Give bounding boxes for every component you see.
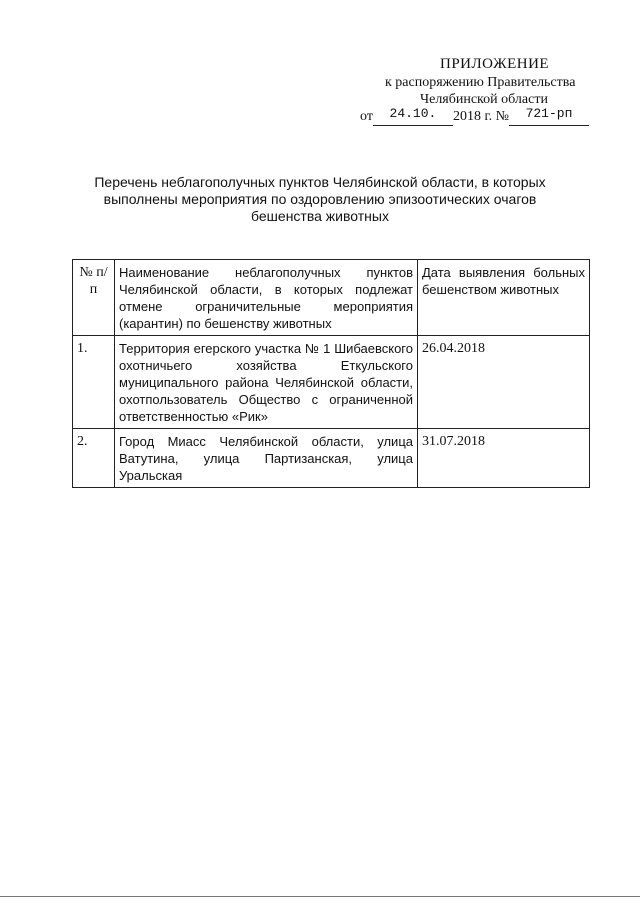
row-name: Территория егерского участка № 1 Шибаевского охотничьего хозяйства Еткульского муниципального района Челябинской области, охотпользователь Общество с ограниченной ответственностью «Рик» <box>115 336 418 429</box>
scan-edge-divider <box>0 896 640 897</box>
header-num: № п/п <box>73 260 115 336</box>
row-name: Город Миасс Челябинской области, улица Ватутина, улица Партизанская, улица Уральская <box>115 429 418 488</box>
table-row <box>73 336 590 429</box>
appendix-decree-line: к распоряжению Правительства <box>385 75 576 90</box>
document-title: Перечень неблагополучных пунктов Челябинской области, в которых выполнены мероприятия по оздоровлению эпизоотических очагов бешенства животных <box>94 174 546 224</box>
header-date: Дата выявления больных бешенством животных <box>418 260 590 336</box>
table-header-row <box>73 260 590 336</box>
appendix-date-number-line <box>360 108 589 126</box>
from-label: от <box>360 109 373 124</box>
number-value: 721-рп <box>525 106 573 121</box>
row-date: 26.04.2018 <box>418 336 590 429</box>
date-field <box>373 108 453 126</box>
row-num: 1. <box>73 336 115 429</box>
foci-table <box>72 259 590 488</box>
appendix-title: ПРИЛОЖЕНИЕ <box>440 56 550 72</box>
appendix-region-line: Челябинской области <box>420 92 548 107</box>
date-value: 24.10. <box>389 106 437 121</box>
row-date: 31.07.2018 <box>418 429 590 488</box>
number-field <box>509 108 589 126</box>
table-row <box>73 429 590 488</box>
header-name: Наименование неблагополучных пунктов Челябинской области, в которых подлежат отмене ограничительные мероприятия (карантин) по бешенству животных <box>115 260 418 336</box>
year-number-label: 2018 г. № <box>452 109 509 124</box>
row-num: 2. <box>73 429 115 488</box>
